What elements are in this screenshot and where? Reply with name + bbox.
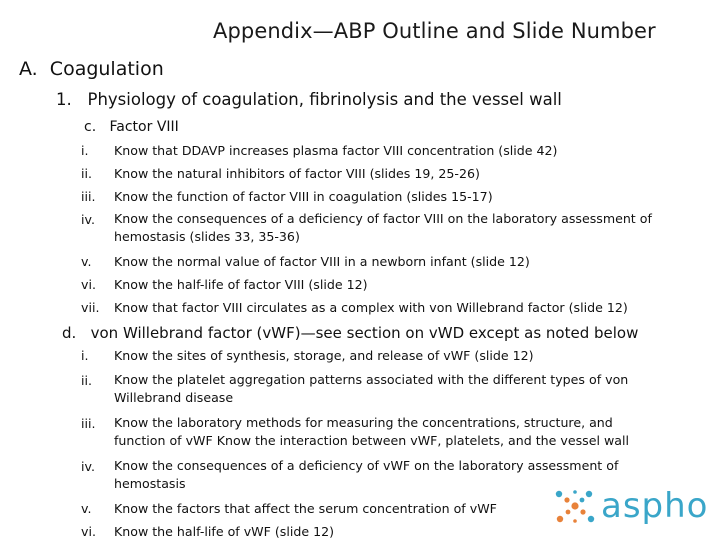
item-text: Know that factor VIII circulates as a complex with von Willebrand factor (slide 12) xyxy=(114,300,628,315)
item-text-continued: function of vWF Know the interaction between vWF, platelets, and the vessel wall xyxy=(114,433,629,448)
item-text-continued: hemostasis (slides 33, 35-36) xyxy=(114,229,300,244)
item-text-block xyxy=(114,414,629,450)
item-text: Know the natural inhibitors of factor VIII (slides 19, 25-26) xyxy=(114,166,480,181)
item-text: Know that DDAVP increases plasma factor VIII concentration (slide 42) xyxy=(114,143,558,158)
item-number: iii. xyxy=(81,416,96,431)
item-text: Know the consequences of a deficiency of vWF on the laboratory assessment of xyxy=(114,458,619,473)
slide-title: Appendix—ABP Outline and Slide Number xyxy=(213,19,656,43)
section-1-marker: 1. xyxy=(56,90,72,109)
section-a-label: Coagulation xyxy=(49,58,164,80)
item-text: Know the function of factor VIII in coagulation (slides 15-17) xyxy=(114,189,493,204)
item-text-continued: hemostasis xyxy=(114,476,186,491)
item-number: iii. xyxy=(81,189,96,204)
section-1-heading xyxy=(56,90,562,109)
aspho-wordmark: aspho xyxy=(601,486,709,526)
item-text: Know the half-life of vWF (slide 12) xyxy=(114,524,335,539)
item-number: v. xyxy=(81,254,92,269)
item-number: iv. xyxy=(81,212,95,227)
section-d-marker: d. xyxy=(62,324,77,342)
item-number: vi. xyxy=(81,524,96,539)
item-text: Know the sites of synthesis, storage, and release of vWF (slide 12) xyxy=(114,348,534,363)
item-text: Know the consequences of a deficiency of factor VIII on the laboratory assessment of xyxy=(114,211,652,226)
section-c-marker: c. xyxy=(84,119,97,135)
section-1-label: Physiology of coagulation, fibrinolysis and the vessel wall xyxy=(87,90,562,109)
section-a-heading xyxy=(19,58,164,80)
item-number: ii. xyxy=(81,373,93,388)
item-text: Know the laboratory methods for measuring the concentrations, structure, and xyxy=(114,415,613,430)
item-text: Know the normal value of factor VIII in a newborn infant (slide 12) xyxy=(114,254,530,269)
item-number: v. xyxy=(81,501,92,516)
item-text-block xyxy=(114,371,628,407)
section-c-heading xyxy=(84,119,179,135)
section-a-marker: A. xyxy=(19,58,38,80)
item-number: ii. xyxy=(81,166,93,181)
item-number: vii. xyxy=(81,300,100,315)
molecule-dots-icon xyxy=(556,490,594,523)
item-number: i. xyxy=(81,348,89,363)
section-c-label: Factor VIII xyxy=(109,119,179,135)
item-text: Know the factors that affect the serum concentration of vWF xyxy=(114,501,497,516)
item-number: vi. xyxy=(81,277,96,292)
item-text-block xyxy=(114,457,618,493)
item-number: iv. xyxy=(81,459,95,474)
item-text-block xyxy=(114,210,652,246)
item-text-continued: Willebrand disease xyxy=(114,390,234,405)
section-d-label: von Willebrand factor (vWF)—see section on vWD except as noted below xyxy=(90,324,639,342)
section-d-heading xyxy=(62,324,638,342)
item-text: Know the half-life of factor VIII (slide 12) xyxy=(114,277,368,292)
item-number: i. xyxy=(81,143,89,158)
item-text: Know the platelet aggregation patterns associated with the different types of von xyxy=(114,372,629,387)
